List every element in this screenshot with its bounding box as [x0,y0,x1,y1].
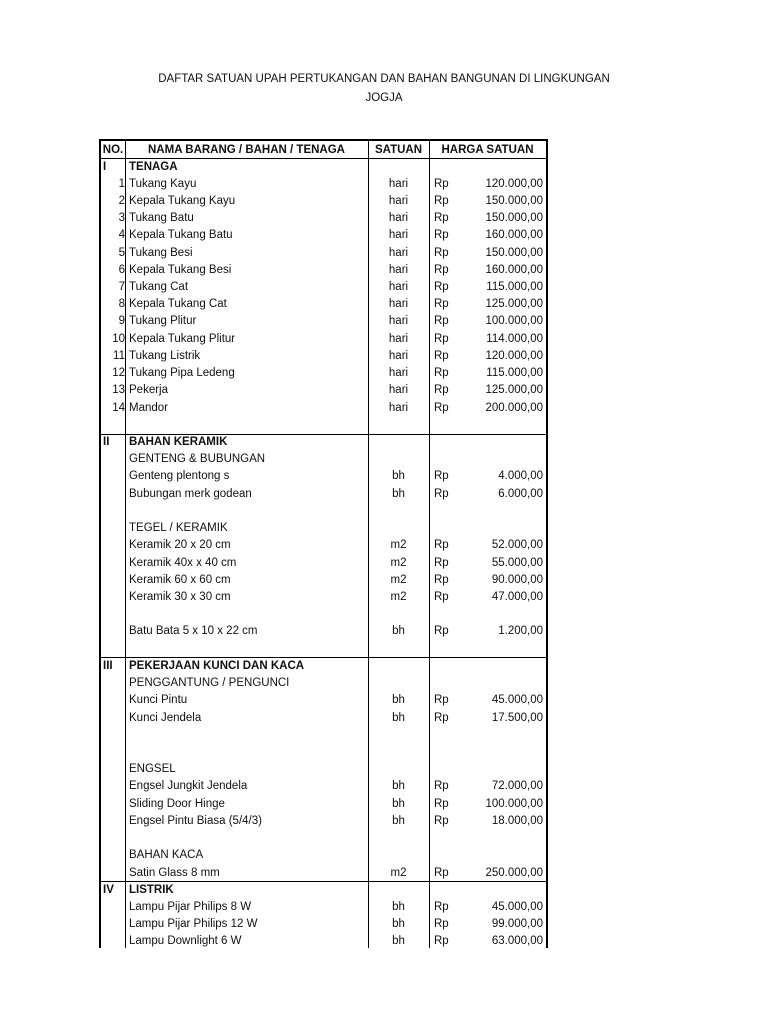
item-price: 63.000,00 [491,935,543,948]
section-title: BAHAN KERAMIK [129,436,228,449]
price-table [99,139,548,948]
table-row [101,296,546,313]
item-unit: hari [388,367,409,380]
item-unit: bh [392,918,405,931]
table-row [101,313,546,330]
item-name: Lampu Downlight 6 W [129,935,242,948]
item-name: Lampu Pijar Philips 12 W [129,918,258,931]
table-row [101,331,546,348]
table-row [101,382,546,399]
item-name: Genteng plentong s [129,470,230,483]
item-unit: hari [388,177,409,190]
item-unit: bh [392,814,405,827]
item-price: 45.000,00 [491,900,543,913]
item-name: ENGSEL [129,763,176,776]
item-name: BAHAN KACA [129,849,204,862]
title-line-1: DAFTAR SATUAN UPAH PERTUKANGAN DAN BAHAN BANGUNAN DI LINGKUNGAN [158,73,610,85]
table-row [101,830,546,847]
currency-label: Rp [434,487,449,500]
table-row [101,641,546,658]
table-row [101,537,546,554]
item-price: 115.000,00 [486,367,543,380]
item-name: Keramik 40x x 40 cm [129,556,237,569]
row-number: 6 [118,263,125,276]
table-row [101,692,546,709]
table-row [101,813,546,830]
section-number: III [103,659,113,672]
item-price: 100.000,00 [485,797,543,810]
item-unit: m2 [390,556,407,569]
currency-label: Rp [434,814,449,827]
currency-label: Rp [434,866,449,879]
section-title: PEKERJAAN KUNCI DAN KACA [129,659,305,672]
item-unit: bh [392,797,405,810]
table-row [101,589,546,606]
currency-label: Rp [434,367,449,380]
row-number: 10 [112,332,125,345]
currency-label: Rp [434,918,449,931]
currency-label: Rp [434,401,449,414]
item-price: 52.000,00 [491,539,543,552]
currency-label: Rp [434,591,449,603]
table-row [101,400,546,417]
item-price: 115.000,00 [486,281,543,294]
table-row [101,279,546,296]
item-price: 47.000,00 [491,591,543,603]
currency-label: Rp [434,573,449,586]
currency-label: Rp [434,332,449,345]
item-unit: bh [392,487,405,500]
item-name: Kepala Tukang Batu [129,229,233,242]
item-name: Kepala Tukang Besi [129,263,232,276]
table-header [101,141,546,159]
table-row [101,348,546,365]
currency-label: Rp [434,556,449,569]
currency-label: Rp [434,539,449,552]
currency-label: Rp [434,711,449,724]
item-unit: hari [388,349,409,362]
item-name: Tukang Kayu [129,177,197,190]
table-row [101,503,546,520]
row-number: 1 [118,177,125,190]
header-price: HARGA SATUAN [441,144,534,156]
currency-label: Rp [434,349,449,362]
item-name: Kunci Pintu [129,694,188,707]
item-price: 150.000,00 [485,212,543,225]
header-no: NO. [102,144,124,156]
section-divider [101,881,546,882]
item-unit: hari [388,246,409,259]
item-unit: hari [388,229,409,242]
item-name: GENTENG & BUBUNGAN [129,453,266,466]
item-name: Mandor [129,401,168,414]
item-unit: m2 [390,591,407,603]
currency-label: Rp [434,281,449,294]
table-row [101,210,546,227]
item-price: 200.000,00 [485,401,543,414]
item-name: Tukang Listrik [129,349,201,362]
row-number: 5 [118,246,125,259]
item-price: 17.500,00 [491,711,543,724]
row-number: 14 [112,401,125,414]
currency-label: Rp [434,177,449,190]
item-name: Tukang Cat [129,281,189,294]
item-name: Tukang Batu [129,212,194,225]
item-unit: m2 [390,866,407,879]
item-price: 90.000,00 [491,573,543,586]
table-row [101,245,546,262]
item-unit: bh [392,625,405,638]
item-unit: hari [388,212,409,225]
item-price: 120.000,00 [485,177,543,190]
row-number: 12 [112,367,125,380]
item-price: 120.000,00 [485,349,543,362]
table-row [101,710,546,727]
item-name: Bubungan merk godean [129,487,252,500]
currency-label: Rp [434,384,449,397]
item-unit: bh [392,900,405,913]
item-name: Tukang Besi [129,246,193,259]
item-name: Kepala Tukang Kayu [129,194,236,207]
item-price: 160.000,00 [485,263,543,276]
table-row [101,778,546,795]
table-row [101,882,546,899]
item-unit: hari [388,263,409,276]
item-name: Sliding Door Hinge [129,797,225,810]
table-row [101,486,546,503]
table-row [101,227,546,244]
table-row [101,572,546,589]
section-divider [101,434,546,435]
table-row [101,159,546,176]
item-unit: hari [388,298,409,311]
currency-label: Rp [434,694,449,707]
item-name: Keramik 30 x 30 cm [129,591,231,603]
table-row [101,847,546,864]
table-row [101,262,546,279]
item-unit: bh [392,470,405,483]
row-number: 7 [118,281,125,294]
item-unit: hari [388,281,409,294]
item-name: Keramik 60 x 60 cm [129,573,231,586]
table-row [101,658,546,675]
currency-label: Rp [434,263,449,276]
row-number: 3 [118,212,125,225]
table-row [101,417,546,434]
currency-label: Rp [434,315,449,328]
table-row [101,865,546,882]
table-row [101,468,546,485]
section-number: I [103,160,107,173]
table-row [101,434,546,451]
item-price: 45.000,00 [491,694,543,707]
document-title [60,70,708,108]
item-name: TEGEL / KERAMIK [129,522,228,535]
section-number: IV [103,883,114,896]
header-unit: SATUAN [374,144,423,156]
table-row [101,899,546,916]
row-number: 13 [112,384,125,397]
item-unit: hari [388,332,409,345]
item-unit: m2 [390,573,407,586]
item-name: Kepala Tukang Cat [129,298,227,311]
currency-label: Rp [434,470,449,483]
table-row [101,451,546,468]
currency-label: Rp [434,298,449,311]
item-name: Lampu Pijar Philips 8 W [129,900,252,913]
table-row [101,727,546,744]
item-unit: hari [388,315,409,328]
section-title: LISTRIK [129,883,174,896]
item-name: PENGGANTUNG / PENGUNCI [129,677,290,690]
item-name: Satin Glass 8 mm [129,866,220,879]
row-number: 8 [118,298,125,311]
currency-label: Rp [434,797,449,810]
currency-label: Rp [434,900,449,913]
table-row [101,555,546,572]
table-row [101,916,546,933]
item-name: Engsel Jungkit Jendela [129,780,248,793]
item-name: Keramik 20 x 20 cm [129,539,231,552]
row-number: 9 [118,315,125,328]
item-unit: m2 [390,539,407,552]
item-name: Engsel Pintu Biasa (5/4/3) [129,814,262,827]
item-unit: bh [392,711,405,724]
header-name: NAMA BARANG / BAHAN / TENAGA [148,144,345,156]
row-number: 11 [113,349,125,362]
item-price: 250.000,00 [485,866,543,879]
table-row [101,623,546,640]
item-price: 99.000,00 [491,918,543,931]
item-price: 55.000,00 [491,556,543,569]
currency-label: Rp [434,246,449,259]
item-name: Batu Bata 5 x 10 x 22 cm [129,625,258,638]
item-price: 125.000,00 [485,298,543,311]
item-unit: bh [392,935,405,948]
row-number: 4 [118,229,125,242]
item-price: 4.000,00 [498,470,543,483]
item-unit: bh [392,694,405,707]
currency-label: Rp [434,935,449,948]
currency-label: Rp [434,625,449,638]
section-number: II [103,436,110,449]
item-unit: hari [388,194,409,207]
item-unit: hari [388,384,409,397]
item-unit: hari [388,401,409,414]
item-name: Pekerja [129,384,168,397]
item-unit: bh [392,780,405,793]
title-line-2: JOGJA [365,92,403,104]
row-number: 2 [118,194,125,207]
item-price: 72.000,00 [491,780,543,793]
item-price: 150.000,00 [485,246,543,259]
item-price: 18.000,00 [491,814,543,827]
table-row [101,176,546,193]
item-name: Kunci Jendela [129,711,202,724]
table-row [101,606,546,623]
item-price: 160.000,00 [485,229,543,242]
table-row [101,744,546,761]
table-row [101,675,546,692]
item-name: Kepala Tukang Plitur [129,332,236,345]
section-title: TENAGA [129,160,178,173]
item-name: Tukang Plitur [129,315,197,328]
item-price: 6.000,00 [498,487,543,500]
table-row [101,193,546,210]
item-price: 1.200,00 [498,625,543,638]
table-row [101,520,546,537]
currency-label: Rp [434,229,449,242]
table-row [101,933,546,950]
item-price: 114.000,00 [486,332,543,345]
currency-label: Rp [434,194,449,207]
currency-label: Rp [434,212,449,225]
item-price: 100.000,00 [485,315,543,328]
currency-label: Rp [434,780,449,793]
table-row [101,761,546,778]
section-divider [101,657,546,658]
item-price: 125.000,00 [485,384,543,397]
item-price: 150.000,00 [485,194,543,207]
table-row [101,796,546,813]
item-name: Tukang Pipa Ledeng [129,367,235,380]
table-row [101,365,546,382]
